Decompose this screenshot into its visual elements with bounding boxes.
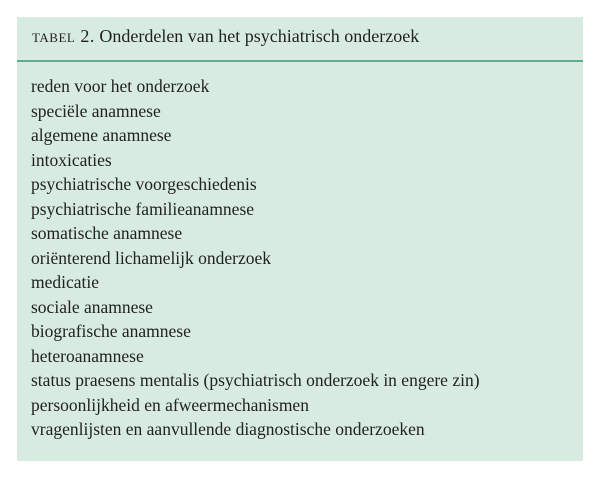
list-item: psychiatrische voorgeschiedenis [31, 174, 257, 194]
table-label: tabel 2. [32, 26, 95, 46]
list-item: sociale anamnese [31, 296, 153, 317]
header-divider [17, 60, 583, 62]
list-item: reden voor het onderzoek [31, 76, 210, 96]
list-item: algemene anamnese [31, 125, 172, 145]
table-caption [32, 26, 419, 47]
list-item: somatische anamnese [31, 223, 183, 243]
table-box [17, 17, 583, 461]
list-item: psychiatrische familieanamnese [31, 198, 255, 219]
list-item: intoxicaties [31, 149, 112, 170]
list-item: medicatie [31, 272, 100, 292]
list-item: vragenlijsten en aanvullende diagnostische onderzoeken [31, 419, 425, 439]
list-item: persoonlijkheid en afweermechanismen [31, 394, 309, 415]
list-item: oriënterend lichamelijk onderzoek [31, 247, 272, 268]
list-item: status praesens mentalis (psychiatrisch onderzoek in engere zin) [31, 370, 480, 390]
list-item: speciële anamnese [31, 100, 161, 121]
item-list [31, 74, 480, 442]
list-item: heteroanamnese [31, 345, 144, 366]
table-title: Onderdelen van het psychiatrisch onderzoek [99, 26, 420, 46]
list-item: biografische anamnese [31, 321, 191, 341]
